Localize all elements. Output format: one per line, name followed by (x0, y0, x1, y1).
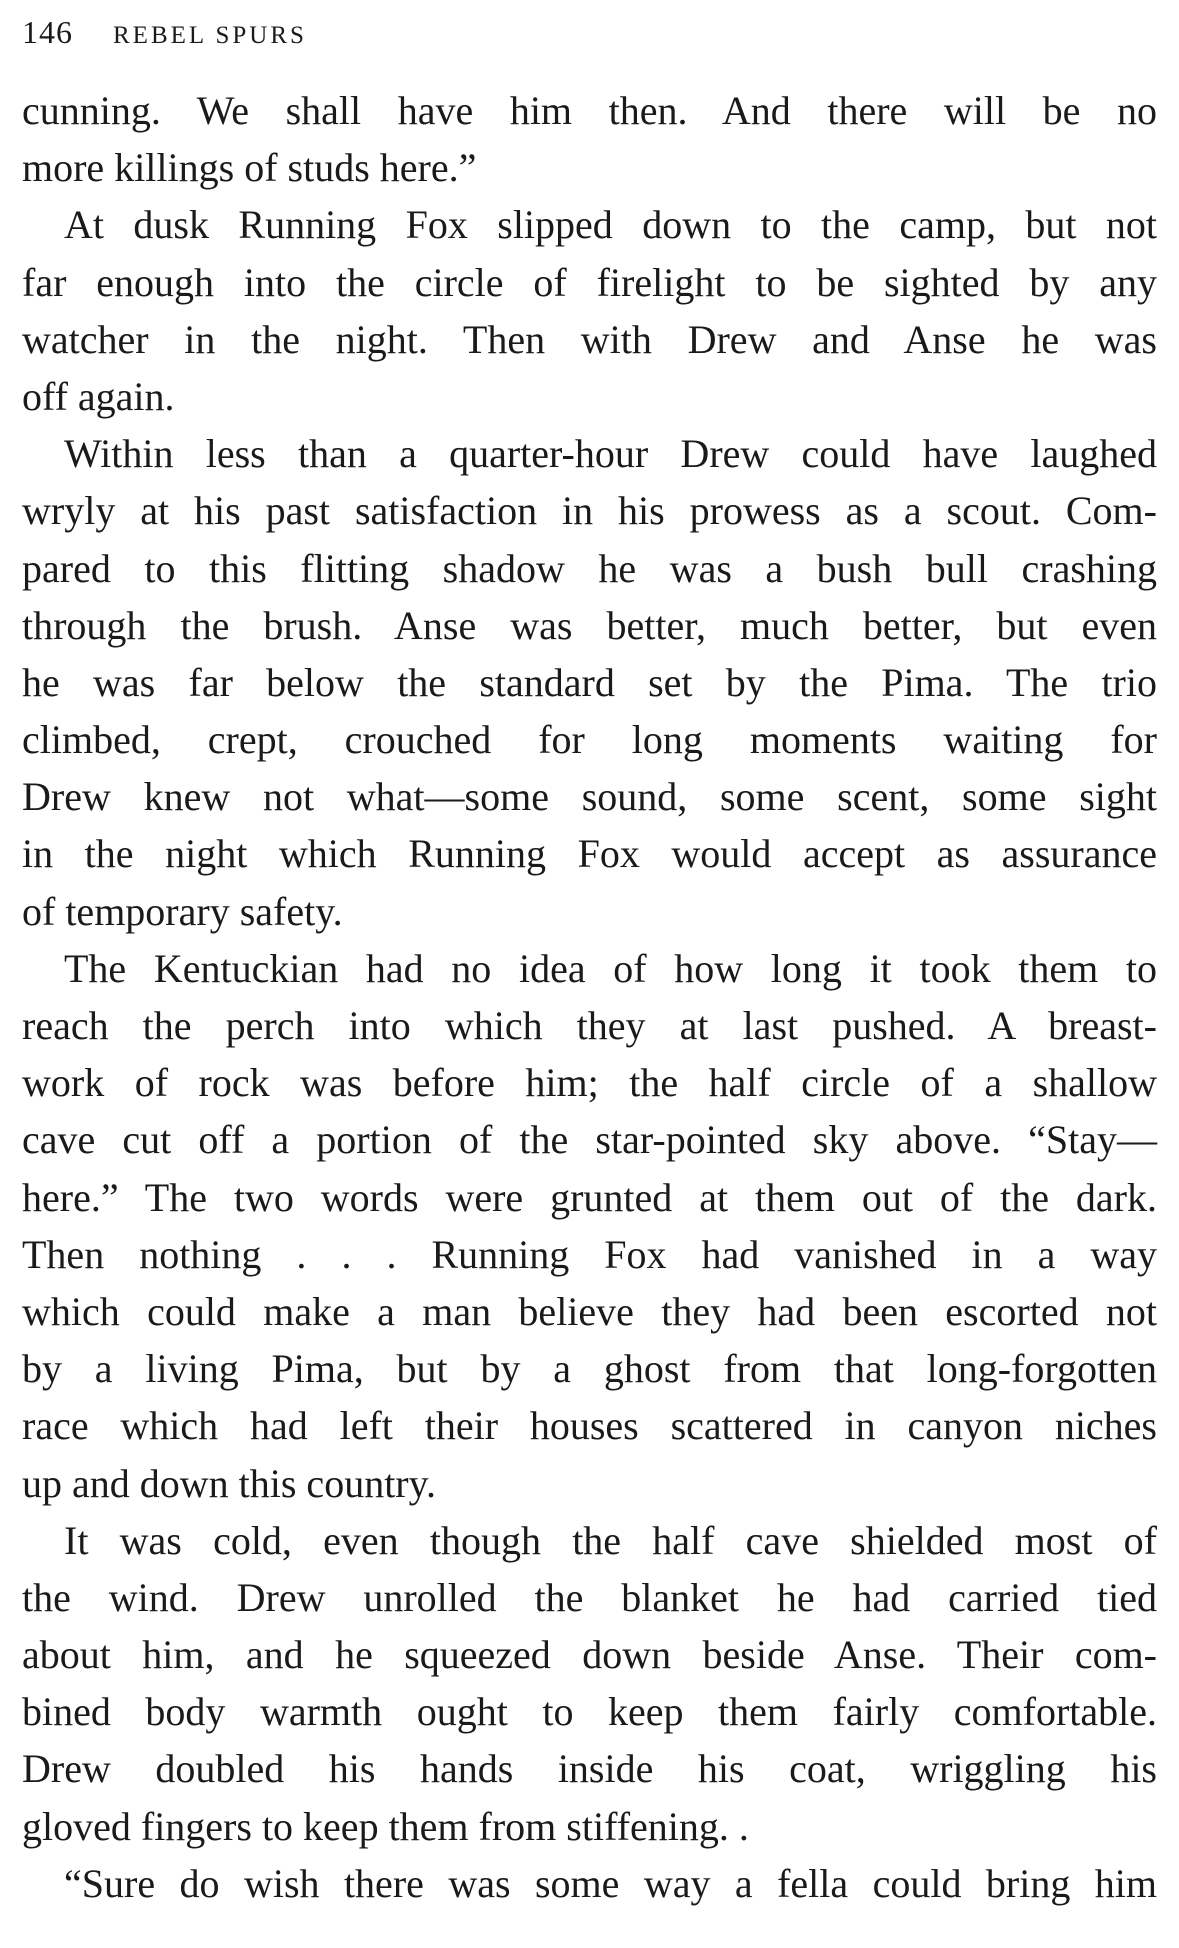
text-line: through the brush. Anse was better, much better, but even (22, 602, 1157, 648)
text-line: Then nothing . . . Running Fox had vanished in a way (22, 1231, 1157, 1277)
paragraph (22, 425, 1157, 940)
text-line: reach the perch into which they at last pushed. A breast- (22, 1003, 1157, 1048)
text-line: watcher in the night. Then with Drew and Anse he was (22, 316, 1157, 362)
text-line: here.” The two words were grunted at them out of the dark. (22, 1174, 1157, 1220)
text-line: pared to this flitting shadow he was a bush bull crashing (22, 545, 1157, 591)
paragraph (22, 82, 1157, 196)
body-text (22, 82, 1157, 1912)
text-line: about him, and he squeezed down beside Anse. Their com- (22, 1632, 1157, 1678)
text-line: work of rock was before him; the half circle of a shallow (22, 1060, 1157, 1106)
text-line: Drew knew not what—some sound, some scent, some sight (22, 774, 1157, 820)
text-line: bined body warmth ought to keep them fairly comfortable. (22, 1689, 1157, 1735)
text-line: by a living Pima, but by a ghost from that long-forgotten (22, 1346, 1157, 1392)
text-line: wryly at his past satisfaction in his prowess as a scout. Com- (22, 488, 1157, 534)
paragraph (22, 940, 1157, 1512)
text-line: far enough into the circle of firelight to be sighted by any (22, 259, 1157, 305)
text-line: At dusk Running Fox slipped down to the camp, but not (64, 202, 1157, 248)
paragraph (22, 196, 1157, 425)
text-line: more killings of studs here.” (22, 145, 477, 191)
text-line: gloved fingers to keep them from stiffening. . (22, 1803, 749, 1849)
text-line: climbed, crept, crouched for long moments waiting for (22, 717, 1157, 763)
text-line: Drew doubled his hands inside his coat, wriggling his (22, 1746, 1157, 1792)
text-line: It was cold, even though the half cave shielded most of (64, 1517, 1157, 1563)
text-line: race which had left their houses scattered in canyon niches (22, 1403, 1157, 1449)
text-line: in the night which Running Fox would accept as assurance (22, 831, 1157, 877)
page-number: 146 (22, 14, 73, 50)
text-line: up and down this country. (22, 1460, 437, 1506)
text-line: the wind. Drew unrolled the blanket he had carried tied (22, 1574, 1157, 1620)
text-line: he was far below the standard set by the Pima. The trio (22, 659, 1157, 705)
paragraph (22, 1855, 1157, 1912)
text-line: The Kentuckian had no idea of how long it took them to (64, 945, 1157, 991)
text-line: of temporary safety. (22, 888, 343, 934)
text-line: “Sure do wish there was some way a fella could bring him (64, 1860, 1157, 1906)
text-line: cave cut off a portion of the star-pointed sky above. “Stay— (22, 1117, 1157, 1163)
book-title: REBEL SPURS (113, 22, 307, 49)
running-head (22, 14, 307, 54)
text-line: cunning. We shall have him then. And there will be no (22, 88, 1157, 133)
text-line: off again. (22, 373, 175, 419)
text-line: Within less than a quarter-hour Drew could have laughed (64, 431, 1157, 477)
paragraph (22, 1512, 1157, 1855)
text-line: which could make a man believe they had been escorted not (22, 1288, 1157, 1334)
